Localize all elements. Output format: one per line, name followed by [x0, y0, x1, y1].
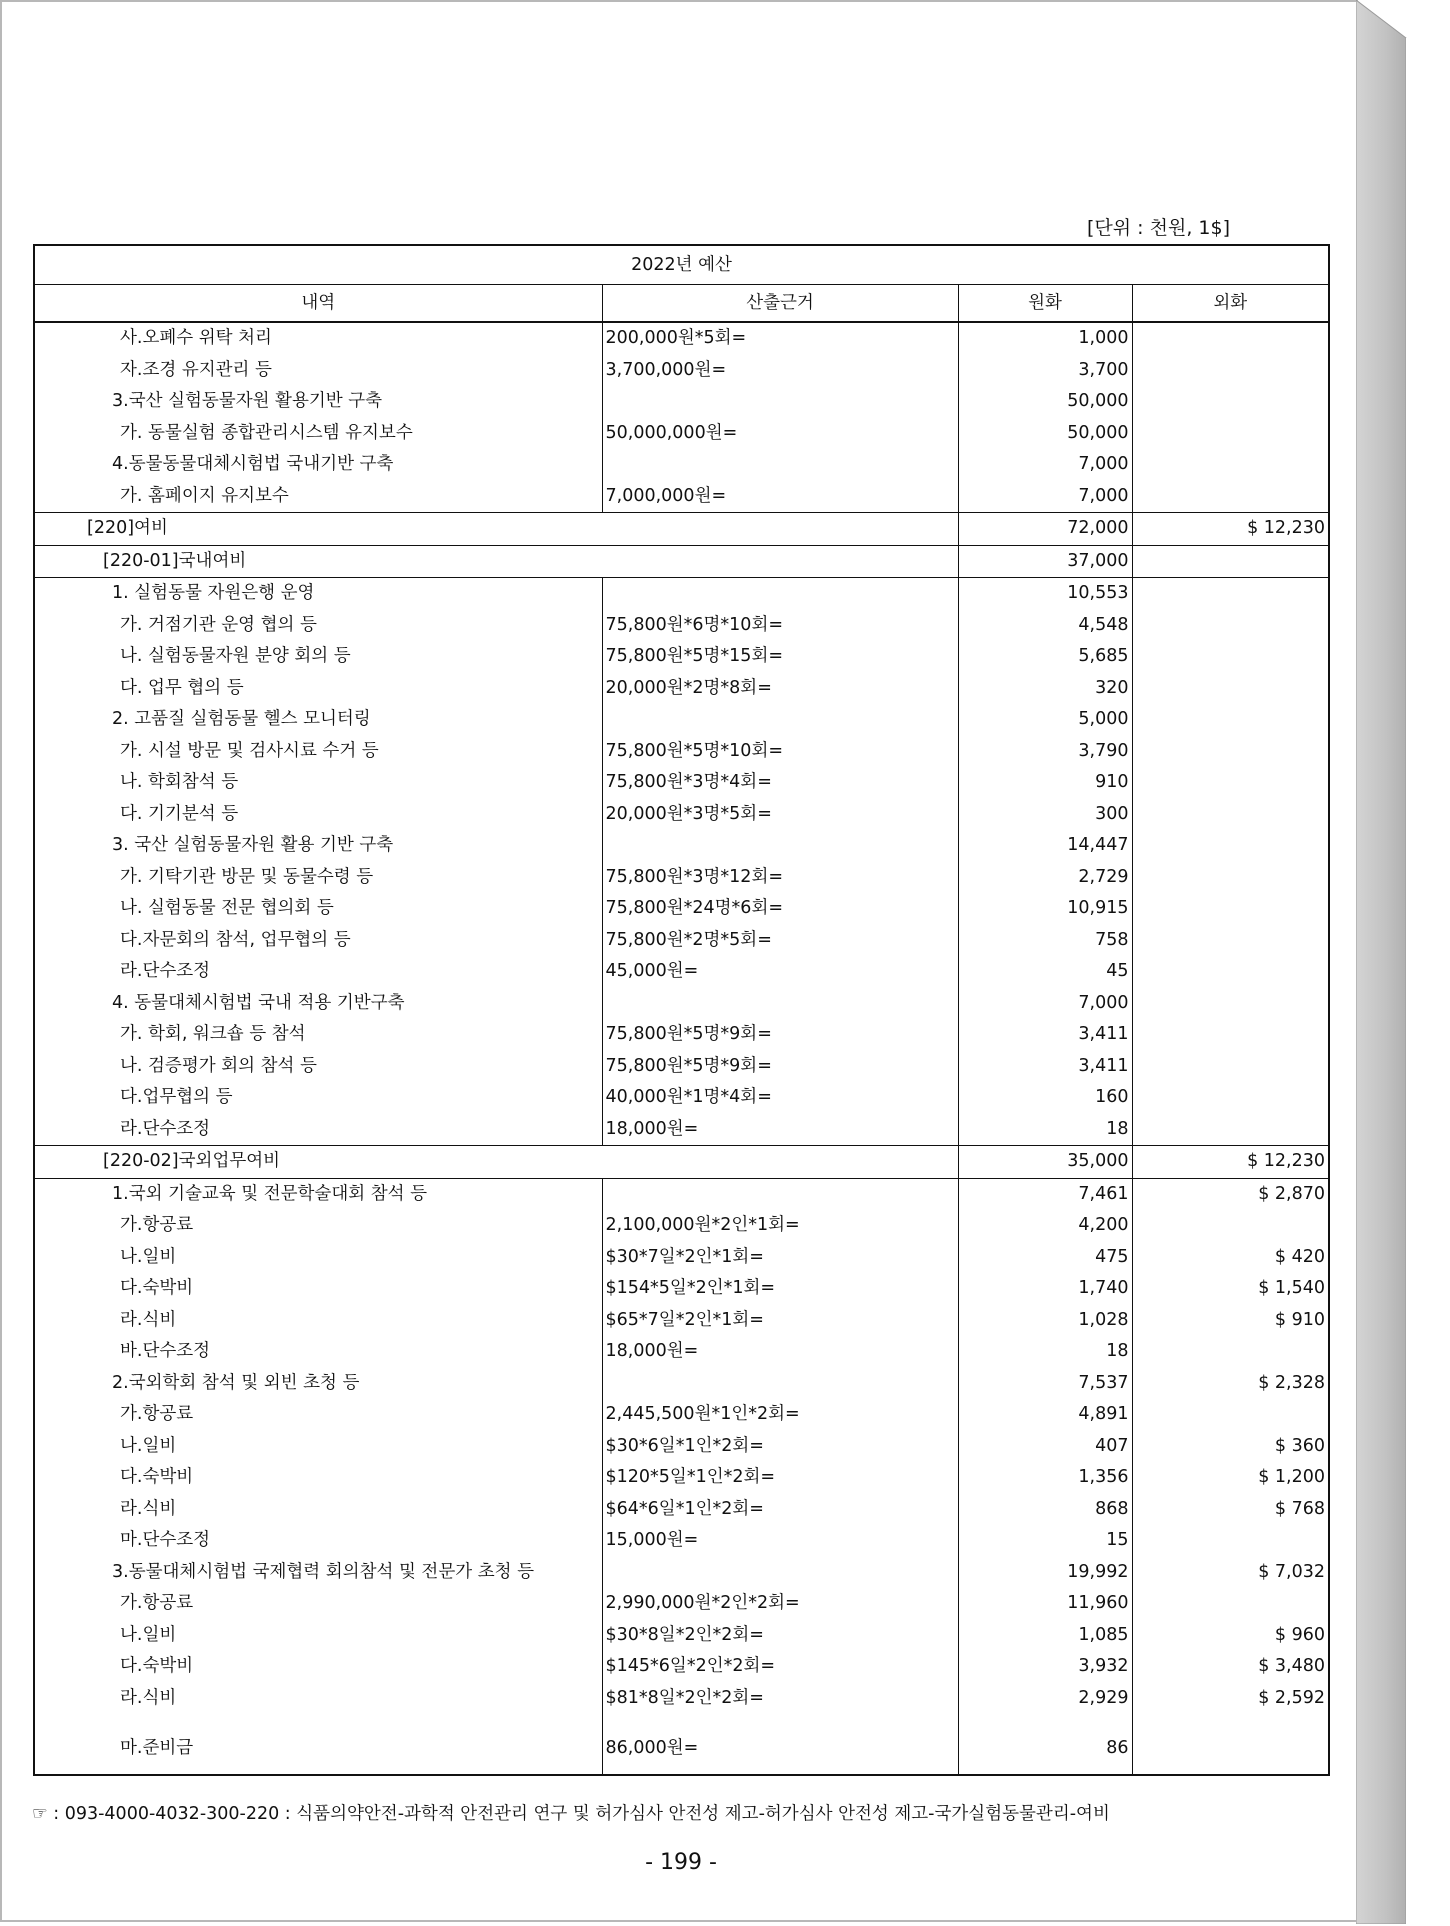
row-item: 나. 실험동물자원 분양 회의 등: [34, 641, 602, 673]
row-krw: 3,700: [958, 355, 1132, 387]
row-krw: 1,028: [958, 1305, 1132, 1337]
row-krw: 160: [958, 1082, 1132, 1114]
row-usd: [1132, 322, 1329, 355]
row-krw: 18: [958, 1336, 1132, 1368]
row-usd: [1132, 386, 1329, 418]
row-usd: $ 960: [1274, 1624, 1326, 1645]
table-row: [34, 925, 1329, 957]
row-krw: 3,932: [958, 1651, 1132, 1683]
table-row: [34, 767, 1329, 799]
table-row: [34, 799, 1329, 831]
row-basis: 75,800원*5명*9회=: [602, 1019, 958, 1051]
row-krw: 72,000: [958, 513, 1132, 546]
row-krw: 4,891: [958, 1399, 1132, 1431]
row-basis: $154*5일*2인*1회=: [602, 1273, 958, 1305]
table-row: [34, 736, 1329, 768]
row-item: 사.오폐수 위탁 처리: [34, 322, 602, 355]
table-row: [34, 1368, 1329, 1400]
row-usd: [1132, 736, 1329, 768]
row-krw: 5,000: [958, 704, 1132, 736]
row-item: 바.단수조정: [34, 1336, 602, 1368]
row-item: 다.업무협의 등: [34, 1082, 602, 1114]
row-krw: 4,548: [958, 610, 1132, 642]
row-krw: 5,685: [958, 641, 1132, 673]
table-row: [34, 956, 1329, 988]
table-row: [34, 704, 1329, 736]
row-basis: 18,000원=: [602, 1114, 958, 1146]
table-row: [34, 322, 1329, 355]
row-item: 가. 기탁기관 방문 및 동물수령 등: [34, 862, 602, 894]
row-usd: [1132, 545, 1329, 578]
row-usd: $ 2,328: [1258, 1372, 1326, 1393]
table-row: [34, 1051, 1329, 1083]
row-basis: 20,000원*3명*5회=: [602, 799, 958, 831]
row-item: [220-01]국내여비: [34, 545, 958, 578]
row-basis: 20,000원*2명*8회=: [602, 673, 958, 705]
row-item: 가. 학회, 워크숍 등 참석: [34, 1019, 602, 1051]
table-row: [34, 386, 1329, 418]
row-usd: [1132, 1210, 1329, 1242]
row-usd: [1132, 578, 1329, 610]
row-krw: 3,411: [958, 1051, 1132, 1083]
row-usd: [1132, 956, 1329, 988]
row-usd: [1132, 641, 1329, 673]
table-row: [34, 1588, 1329, 1620]
row-usd: $ 1,200: [1258, 1467, 1326, 1487]
column-header-usd: 외화: [1132, 285, 1329, 323]
row-item: [220]여비: [34, 513, 958, 546]
row-item: 라.단수조정: [34, 956, 602, 988]
row-item: 라.식비: [34, 1494, 602, 1526]
row-basis: [602, 1368, 958, 1400]
table-row: [34, 610, 1329, 642]
table-row: [34, 1082, 1329, 1114]
row-usd: [1132, 1336, 1329, 1368]
row-item: 가. 동물실험 종합관리시스템 유지보수: [34, 418, 602, 450]
row-krw: 910: [958, 767, 1132, 799]
row-basis: $81*8일*2인*2회=: [602, 1683, 958, 1715]
row-basis: $30*8일*2인*2회=: [602, 1620, 958, 1652]
row-usd: [1132, 481, 1329, 513]
row-krw: 7,000: [958, 988, 1132, 1020]
row-usd: $ 7,032: [1258, 1561, 1326, 1582]
row-usd: [1132, 799, 1329, 831]
row-usd: $ 768: [1274, 1498, 1326, 1519]
table-row: [34, 1431, 1329, 1463]
row-item: 다.자문회의 참석, 업무협의 등: [34, 925, 602, 957]
row-item: 2. 고품질 실험동물 헬스 모니터링: [34, 704, 602, 736]
budget-rows: [34, 322, 1329, 1775]
row-krw: 1,356: [958, 1462, 1132, 1494]
table-row: [34, 1620, 1329, 1652]
row-usd: [1132, 355, 1329, 387]
row-krw: 10,553: [958, 578, 1132, 610]
row-item: 라.단수조정: [34, 1114, 602, 1146]
year-header: 2022년 예산: [34, 245, 1329, 285]
row-krw: 868: [958, 1494, 1132, 1526]
row-krw: 4,200: [958, 1210, 1132, 1242]
row-basis: [602, 988, 958, 1020]
row-item: 마.준비금: [34, 1714, 602, 1775]
row-krw: 86: [958, 1714, 1132, 1775]
row-item: 1. 실험동물 자원은행 운영: [34, 578, 602, 610]
table-row: [34, 481, 1329, 513]
row-usd: [1132, 1714, 1329, 1775]
row-krw: 19,992: [958, 1557, 1132, 1589]
table-row: [34, 893, 1329, 925]
row-usd: [1132, 1588, 1329, 1620]
table-row: [34, 862, 1329, 894]
row-usd: [1132, 925, 1329, 957]
row-basis: [602, 578, 958, 610]
row-usd: [1132, 830, 1329, 862]
row-basis: 75,800원*5명*15회=: [602, 641, 958, 673]
row-basis: 75,800원*5명*10회=: [602, 736, 958, 768]
row-krw: 7,537: [958, 1368, 1132, 1400]
table-row: [34, 673, 1329, 705]
row-krw: 1,740: [958, 1273, 1132, 1305]
row-basis: 75,800원*24명*6회=: [602, 893, 958, 925]
row-basis: $145*6일*2인*2회=: [602, 1651, 958, 1683]
row-basis: 200,000원*5회=: [602, 322, 958, 355]
unit-label: [단위 : 천원, 1$]: [1087, 217, 1230, 239]
row-item: 가. 거점기관 운영 협의 등: [34, 610, 602, 642]
row-usd: [1132, 1082, 1329, 1114]
row-basis: [602, 704, 958, 736]
table-row: [34, 355, 1329, 387]
row-basis: $65*7일*2인*1회=: [602, 1305, 958, 1337]
budget-table: [33, 244, 1330, 1776]
row-item: 라.식비: [34, 1683, 602, 1715]
row-item: 나.일비: [34, 1431, 602, 1463]
row-krw: 50,000: [958, 418, 1132, 450]
row-item: 다. 업무 협의 등: [34, 673, 602, 705]
row-krw: 2,729: [958, 862, 1132, 894]
table-row: [34, 1462, 1329, 1494]
row-krw: 10,915: [958, 893, 1132, 925]
row-item: 가. 홈페이지 유지보수: [34, 481, 602, 513]
row-item: 다.숙박비: [34, 1273, 602, 1305]
row-usd: $ 420: [1274, 1246, 1326, 1267]
row-usd: [1132, 449, 1329, 481]
table-row: [34, 1146, 1329, 1179]
row-krw: 7,461: [958, 1178, 1132, 1210]
table-row: [34, 1525, 1329, 1557]
row-item: 4. 동물대체시험법 국내 적용 기반구축: [34, 988, 602, 1020]
row-item: 나. 실험동물 전문 협의회 등: [34, 893, 602, 925]
row-usd: [1132, 673, 1329, 705]
row-krw: 50,000: [958, 386, 1132, 418]
row-usd: $ 2,592: [1258, 1687, 1326, 1708]
table-row: [34, 1651, 1329, 1683]
table-row: [34, 418, 1329, 450]
row-usd: $ 2,870: [1258, 1183, 1326, 1204]
table-row: [34, 1273, 1329, 1305]
table-row: [34, 1399, 1329, 1431]
row-krw: 3,411: [958, 1019, 1132, 1051]
row-usd: [1132, 1399, 1329, 1431]
row-basis: [602, 386, 958, 418]
row-item: [220-02]국외업무여비: [34, 1146, 958, 1179]
row-item: 다.숙박비: [34, 1462, 602, 1494]
row-usd: [1132, 988, 1329, 1020]
row-usd: $ 910: [1274, 1309, 1326, 1330]
row-usd: $ 3,480: [1258, 1656, 1326, 1676]
table-row: [34, 1019, 1329, 1051]
row-krw: 475: [958, 1242, 1132, 1274]
table-row: [34, 988, 1329, 1020]
row-usd: [1132, 893, 1329, 925]
column-header-basis: 산출근거: [602, 285, 958, 323]
row-basis: 45,000원=: [602, 956, 958, 988]
row-krw: 300: [958, 799, 1132, 831]
row-krw: 37,000: [958, 545, 1132, 578]
row-krw: 758: [958, 925, 1132, 957]
row-usd: [1132, 1051, 1329, 1083]
row-item: 자.조경 유지관리 등: [34, 355, 602, 387]
row-item: 4.동물동물대체시험법 국내기반 구축: [34, 449, 602, 481]
row-item: 가.항공료: [34, 1399, 602, 1431]
table-row: [34, 830, 1329, 862]
row-item: 다.숙박비: [34, 1651, 602, 1683]
row-basis: 2,445,500원*1인*2회=: [602, 1399, 958, 1431]
row-krw: 45: [958, 956, 1132, 988]
table-row: [34, 1114, 1329, 1146]
row-item: 가. 시설 방문 및 검사시료 수거 등: [34, 736, 602, 768]
row-usd: [1132, 1019, 1329, 1051]
column-header-row: [34, 285, 1329, 323]
row-krw: 7,000: [958, 449, 1132, 481]
row-item: 1.국외 기술교육 및 전문학술대회 참석 등: [34, 1178, 602, 1210]
row-usd: [1132, 418, 1329, 450]
table-row: [34, 1557, 1329, 1589]
row-basis: 2,990,000원*2인*2회=: [602, 1588, 958, 1620]
row-item: 가.항공료: [34, 1588, 602, 1620]
row-krw: 2,929: [958, 1683, 1132, 1715]
row-basis: 86,000원=: [602, 1714, 958, 1775]
table-row: [34, 641, 1329, 673]
row-krw: 15: [958, 1525, 1132, 1557]
row-item: 다. 기기분석 등: [34, 799, 602, 831]
row-item: 라.식비: [34, 1305, 602, 1337]
row-basis: 40,000원*1명*4회=: [602, 1082, 958, 1114]
row-usd: [1132, 704, 1329, 736]
row-item: 3. 국산 실험동물자원 활용 기반 구축: [34, 830, 602, 862]
row-basis: [602, 449, 958, 481]
row-krw: 1,085: [958, 1620, 1132, 1652]
row-basis: [602, 830, 958, 862]
row-krw: 407: [958, 1431, 1132, 1463]
row-krw: 18: [958, 1114, 1132, 1146]
row-krw: 1,000: [958, 322, 1132, 355]
row-usd: $ 12,230: [1132, 513, 1329, 546]
row-usd: [1132, 1114, 1329, 1146]
row-basis: 50,000,000원=: [602, 418, 958, 450]
column-header-item: 내역: [34, 285, 602, 323]
table-row: [34, 578, 1329, 610]
row-basis: 7,000,000원=: [602, 481, 958, 513]
table-row: [34, 1683, 1329, 1715]
table-row: [34, 545, 1329, 578]
row-item: 2.국외학회 참석 및 외빈 초청 등: [34, 1368, 602, 1400]
table-row: [34, 1336, 1329, 1368]
row-basis: $30*7일*2인*1회=: [602, 1242, 958, 1274]
table-row: [34, 1178, 1329, 1210]
row-basis: 75,800원*5명*9회=: [602, 1051, 958, 1083]
row-basis: 75,800원*3명*4회=: [602, 767, 958, 799]
row-krw: 11,960: [958, 1588, 1132, 1620]
row-item: 마.단수조정: [34, 1525, 602, 1557]
row-item: 나.일비: [34, 1620, 602, 1652]
row-basis: $120*5일*1인*2회=: [602, 1462, 958, 1494]
page-number: - 199 -: [645, 1850, 717, 1875]
row-basis: $30*6일*1인*2회=: [602, 1431, 958, 1463]
row-krw: 3,790: [958, 736, 1132, 768]
row-krw: 7,000: [958, 481, 1132, 513]
table-row: [34, 1242, 1329, 1274]
row-usd: [1132, 1525, 1329, 1557]
table-row: [34, 1494, 1329, 1526]
column-header-krw: 원화: [958, 285, 1132, 323]
row-item: 3.국산 실험동물자원 활용기반 구축: [34, 386, 602, 418]
page-edge-shadow: [1356, 0, 1448, 1924]
table-row: [34, 1210, 1329, 1242]
table-row: [34, 513, 1329, 546]
row-item: 3.동물대체시험법 국제협력 회의참석 및 전문가 초청 등: [34, 1557, 602, 1589]
row-usd: $ 12,230: [1132, 1146, 1329, 1179]
row-basis: 18,000원=: [602, 1336, 958, 1368]
row-item: 나. 학회참석 등: [34, 767, 602, 799]
table-row: [34, 1714, 1329, 1775]
row-basis: 75,800원*6명*10회=: [602, 610, 958, 642]
footnote: ☞ : 093-4000-4032-300-220 : 식품의약안전-과학적 안전관리 연구 및 허가심사 안전성 제고-허가심사 안전성 제고-국가실험동물관리-여비: [32, 1804, 1110, 1824]
row-usd: [1132, 862, 1329, 894]
row-basis: 2,100,000원*2인*1회=: [602, 1210, 958, 1242]
row-krw: 35,000: [958, 1146, 1132, 1179]
row-krw: 14,447: [958, 830, 1132, 862]
row-item: 나.일비: [34, 1242, 602, 1274]
row-item: 나. 검증평가 회의 참석 등: [34, 1051, 602, 1083]
row-usd: $ 1,540: [1258, 1278, 1326, 1298]
table-row: [34, 449, 1329, 481]
row-krw: 320: [958, 673, 1132, 705]
row-basis: 3,700,000원=: [602, 355, 958, 387]
row-basis: 75,800원*2명*5회=: [602, 925, 958, 957]
row-item: 가.항공료: [34, 1210, 602, 1242]
row-usd: [1132, 767, 1329, 799]
row-usd: $ 360: [1274, 1435, 1326, 1456]
row-basis: 75,800원*3명*12회=: [602, 862, 958, 894]
table-row: [34, 1305, 1329, 1337]
row-basis: $64*6일*1인*2회=: [602, 1494, 958, 1526]
row-basis: [602, 1557, 958, 1589]
row-basis: [602, 1178, 958, 1210]
row-basis: 15,000원=: [602, 1525, 958, 1557]
row-usd: [1132, 610, 1329, 642]
